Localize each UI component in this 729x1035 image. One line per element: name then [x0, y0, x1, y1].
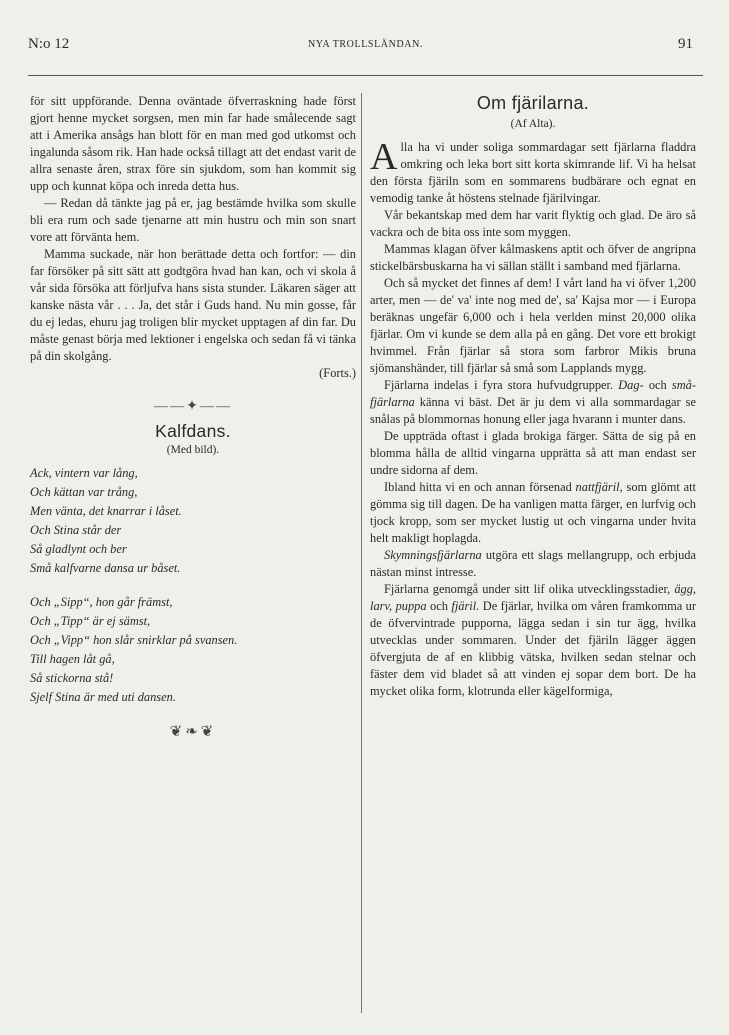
- article-paragraph: Fjärlarna genomgå under sitt lif olika utvecklingsstadier, ägg, larv, puppa och fjäril. De fjärlar, hvilka om våren framkomma ur de öfvervintrade pupporna, lägga sedan i sin tur ägg, hvilka utvecklas under sommaren. Under det fjäriln lägger äggen öfvergjuta de af en klibbig vätska, hvilken sedan stelnar och fäster dem vid bladet så att vinden ej sopar dem bort. De ha mycket olika form, klotrunda eller kägelformiga,: [370, 582, 696, 698]
- drop-cap: A: [370, 136, 398, 178]
- poem-stanza: [30, 464, 356, 578]
- article-body: [370, 136, 696, 700]
- poem-line: Ack, vintern var lång,: [30, 466, 138, 480]
- story-paragraph: för sitt uppförande. Denna oväntade öfverraskning hade först gjort henne mycket sorgsen, men min far hade smålecende sagt att i Amerika ansågs han blott för en man med god utkomst och ingalunda såsom rik. Han hade också tillagt att det endast varit de allra senaste åren, strax före sin sjukdom, som han kommit sig upp och kunnat köpa och inreda detta hus.: [30, 94, 356, 193]
- poem-line: Till hagen låt gå,: [30, 652, 115, 666]
- article-paragraph: De uppträda oftast i glada brokiga färger. Sätta de sig på en blomma hålla de alltid vingarna upprätta så att man endast ser undre sidorna af dem.: [370, 429, 696, 477]
- article-paragraph: Ibland hitta vi en och annan försenad nattfjäril, som glömt att gömma sig till dagen. De ha vanligen matta färger, en lurfvig och tjock kropp, som ser mycket lustig ut och vingarna under hvita helt makligt hoplagda.: [370, 480, 696, 545]
- article-author: (Af Alta).: [510, 118, 556, 130]
- article-paragraph: Mammas klagan öfver kålmaskens aptit och öfver de angripna stickelbärsbuskarna ha vi sällan ställt i samband med fjärlarna.: [370, 242, 696, 273]
- article-title: Om fjärilarna.: [476, 93, 590, 113]
- article-paragraph: Skymningsfjärlarna utgöra ett slags mellangrupp, och erbjuda nästan minst intresse.: [370, 548, 696, 579]
- poem-line: Små kalfvarne dansa ur båset.: [30, 561, 181, 575]
- section-ornament: ——✦——: [154, 399, 232, 414]
- poem-line: Men vänta, det knarrar i låset.: [30, 504, 182, 518]
- poem-title: Kalfdans.: [155, 421, 231, 441]
- header-rule: [28, 75, 703, 76]
- right-column: [370, 93, 696, 700]
- poem-line: Och Stina står der: [30, 523, 122, 537]
- poem-line: Och kättan var trång,: [30, 485, 138, 499]
- issue-number: N:o 12: [28, 36, 70, 52]
- article-paragraph: Fjärlarna indelas i fyra stora hufvudgrupper. Dag- och små-fjärlarna känna vi bäst. Det är ju dem vi alla sommardagar se snålas på blommornas honung eller jaga hvarann i munter dans.: [370, 378, 696, 426]
- left-column: [30, 93, 356, 741]
- poem-line: Och „Sipp“, hon går främst,: [30, 595, 173, 609]
- journal-title: NYA TROLLSLÄNDAN.: [307, 39, 424, 50]
- poem-line: Så gladlynt och ber: [30, 542, 127, 556]
- article-paragraph: Vår bekantskap med dem har varit flyktig och glad. De äro så vackra och de bita oss inte som myggen.: [370, 208, 696, 239]
- continued-note: (Forts.): [319, 366, 356, 380]
- poem-line: Så stickorna stå!: [30, 671, 114, 685]
- poem-line: Sjelf Stina är med uti dansen.: [30, 690, 176, 704]
- story-continuation: [30, 93, 356, 365]
- poem-line: Och „Tipp“ är ej sämst,: [30, 614, 151, 628]
- page-number: 91: [678, 36, 693, 52]
- end-ornament: ❦❧❦: [169, 724, 217, 740]
- article-paragraph: Alla ha vi under soliga sommardagar sett fjärlarna fladdra omkring och leka bort sitt korta skimrande lif. Vi ha helsat den första fjäriln som en sommarens budbärare och egnat en vemodig tanke åt höstens stelnade fjärilvingar.: [370, 136, 696, 205]
- poem-stanza: [30, 593, 356, 707]
- article-paragraph: Och så mycket det finnes af dem! I vårt land ha vi öfver 1,200 arter, men — de' va' inte nog med de', sa' Kajsa mor — i Europa beräknas ungefär 6,000 och i hela verlden minst 20,000 olika fjärlar. Om vi kunde se dem alla på en gång. Det vore ett brokigt hvimmel. Från fjärlar så stora som farbror Mikis bruna sjömanshänder, till fjärlar så små som Lapplands mygg.: [370, 276, 696, 375]
- poem-line: Och „Vipp“ hon slår snirklar på svansen.: [30, 633, 238, 647]
- column-divider: [361, 93, 362, 1013]
- poem: [30, 464, 356, 707]
- page-header: [28, 36, 703, 62]
- poem-subtitle: (Med bild).: [166, 444, 220, 456]
- story-paragraph: — Redan då tänkte jag på er, jag bestämde hvilka som skulle bli era rum och sade tjenarne att min hustru och min son snart vore att förvänta hem.: [30, 196, 356, 244]
- story-paragraph: Mamma suckade, när hon berättade detta och fortfor: — din far försöker på sitt sätt att godtgöra hvad han kan, och vi skola å vår sida försöka att förljufva hans sista stunder. Läkaren säger att kanske nästa vår . . . Ja, det står i Guds hand. Nu min gosse, får du ej ledas, ehuru jag troligen blir mycket upptagen af din far. Du måste genast börja med lektioner i engelska och sedan få vi tänka på din skolgång.: [30, 247, 356, 363]
